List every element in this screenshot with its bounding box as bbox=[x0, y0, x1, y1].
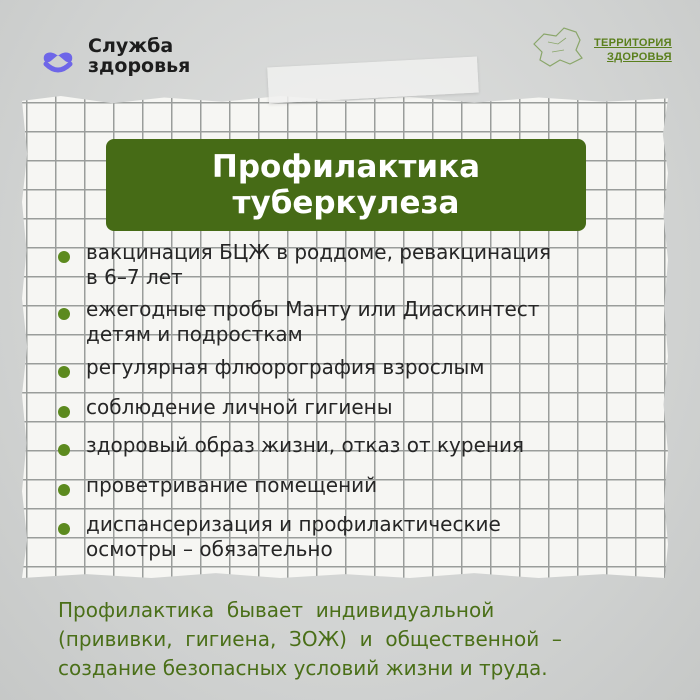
footer-line-3: создание безопасных условий жизни и труда. bbox=[58, 656, 548, 680]
footer-line-2: (прививки, гигиена, ЗОЖ) и общественной – bbox=[58, 627, 562, 651]
list-item-line-1: вакцинация БЦЖ в роддоме, ревакцинация bbox=[86, 240, 551, 264]
sluzhba-zdorovya-logo bbox=[38, 36, 190, 76]
logo-line-2: здоровья bbox=[88, 55, 191, 77]
list-item-line-1: соблюдение личной гигиены bbox=[86, 395, 393, 419]
bullet-dot-icon bbox=[58, 484, 70, 496]
logo-text bbox=[88, 36, 190, 76]
list-item-text bbox=[86, 473, 666, 498]
heart-check-logo-icon bbox=[38, 36, 78, 76]
bullet-dot-icon bbox=[58, 523, 70, 535]
list-item-line-1: регулярная флюорография взрослым bbox=[86, 355, 485, 379]
list-item-text bbox=[86, 355, 666, 380]
bullet-dot-icon bbox=[58, 251, 70, 263]
footer-line-1: Профилактика бывает индивидуальной bbox=[58, 598, 495, 622]
list-item-text bbox=[86, 512, 666, 562]
bullet-dot-icon bbox=[58, 308, 70, 320]
right-logo-line-2: ЗДОРОВЬЯ bbox=[607, 51, 672, 63]
territoriya-zdorovya-logo bbox=[530, 24, 670, 74]
title-banner bbox=[106, 139, 586, 231]
list-item-text bbox=[86, 395, 666, 420]
title-line-2: туберкулеза bbox=[232, 185, 460, 221]
list-item-line-2: детям и подросткам bbox=[86, 322, 303, 346]
bullet-dot-icon bbox=[58, 366, 70, 378]
list-item-line-2: осмотры – обязательно bbox=[86, 537, 333, 561]
bullet-dot-icon bbox=[58, 444, 70, 456]
footer-note bbox=[58, 596, 658, 683]
right-logo-line-1: ТЕРРИТОРИЯ bbox=[594, 37, 672, 49]
list-item-text bbox=[86, 433, 666, 458]
title-line-1: Профилактика bbox=[211, 149, 481, 185]
list-item-line-1: ежегодные пробы Манту или Диаскинтест bbox=[86, 297, 540, 321]
right-logo-text bbox=[594, 36, 672, 64]
list-item-line-2: в 6–7 лет bbox=[86, 265, 183, 289]
list-item-line-1: диспансеризация и профилактические bbox=[86, 512, 501, 536]
logo-line-1: Служба bbox=[88, 35, 174, 57]
list-item-line-1: проветривание помещений bbox=[86, 473, 378, 497]
list-item-text bbox=[86, 240, 666, 290]
list-item-line-1: здоровый образ жизни, отказ от курения bbox=[86, 433, 524, 457]
bullet-dot-icon bbox=[58, 406, 70, 418]
list-item-text bbox=[86, 297, 666, 347]
